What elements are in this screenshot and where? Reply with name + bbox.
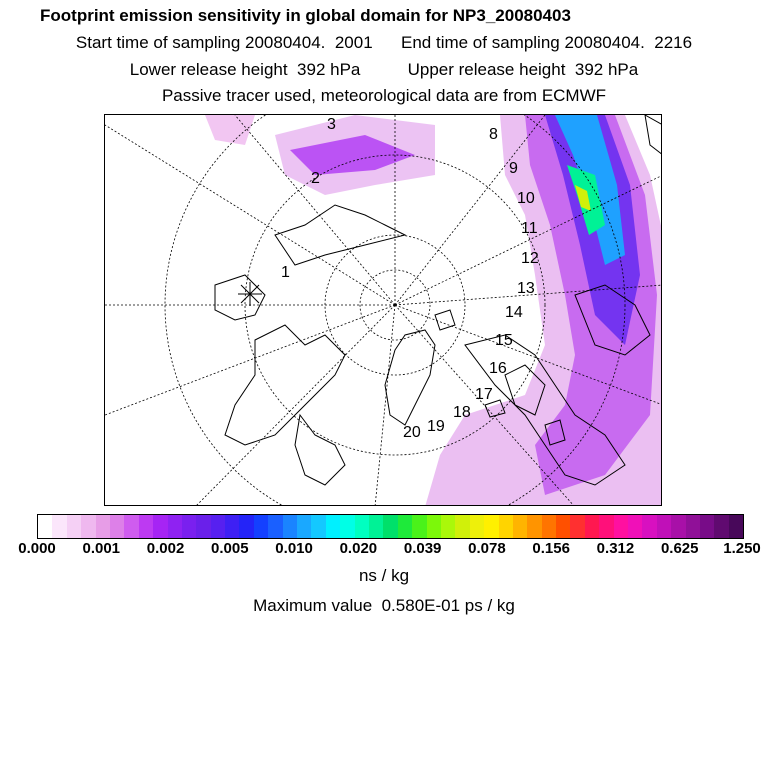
colorbar-swatch — [340, 515, 354, 538]
colorbar-swatch — [283, 515, 297, 538]
colorbar-swatch — [369, 515, 383, 538]
colorbar-swatch — [542, 515, 556, 538]
trajectory-label: 9 — [509, 160, 518, 177]
colorbar-swatch — [398, 515, 412, 538]
trajectory-label: 8 — [489, 126, 498, 143]
colorbar-swatch — [700, 515, 714, 538]
colorbar-tick-label: 0.078 — [468, 540, 506, 557]
colorbar-swatch — [628, 515, 642, 538]
colorbar-swatch — [671, 515, 685, 538]
colorbar-swatch — [355, 515, 369, 538]
colorbar-swatch — [110, 515, 124, 538]
trajectory-label: 11 — [521, 220, 538, 237]
trajectory-label: 12 — [521, 250, 539, 267]
colorbar-swatch — [441, 515, 455, 538]
trajectory-label: 18 — [453, 404, 471, 421]
colorbar-swatch — [268, 515, 282, 538]
coastline-greenland — [385, 330, 435, 425]
colorbar-swatch — [239, 515, 253, 538]
coastline-north-america — [225, 325, 345, 445]
colorbar-swatch — [470, 515, 484, 538]
colorbar-swatch — [52, 515, 66, 538]
colorbar-swatch — [168, 515, 182, 538]
colorbar-swatch — [499, 515, 513, 538]
colorbar-tick-label: 0.010 — [275, 540, 313, 557]
asterisk-star-icon — [238, 282, 262, 306]
release-heights-row — [0, 60, 768, 80]
coastline-siberia — [275, 205, 405, 265]
colorbar-swatch — [686, 515, 700, 538]
colorbar-swatch — [211, 515, 225, 538]
colorbar-swatch — [455, 515, 469, 538]
colorbar-swatch — [297, 515, 311, 538]
tracer-note: Passive tracer used, meteorological data are from ECMWF — [161, 86, 607, 105]
colorbar-tick-label: 0.156 — [532, 540, 570, 557]
colorbar-units: ns / kg — [358, 566, 410, 585]
trajectory-label: 3 — [327, 116, 336, 133]
coastline-hudson — [295, 415, 345, 485]
polar-map — [104, 114, 662, 506]
colorbar-swatch — [513, 515, 527, 538]
colorbar-swatch — [412, 515, 426, 538]
colorbar-tick-label: 0.005 — [211, 540, 249, 557]
end-time-text: End time of sampling 20080404. 2216 — [401, 33, 693, 52]
trajectory-label: 14 — [505, 304, 523, 321]
colorbar-tick-label: 0.625 — [660, 540, 699, 557]
colorbar-swatch — [139, 515, 153, 538]
upper-height-text: Upper release height 392 hPa — [407, 60, 639, 79]
colorbar-swatch — [570, 515, 584, 538]
trajectory-label: 2 — [311, 170, 320, 187]
map-svg — [105, 115, 662, 506]
colorbar-tick-label: 0.020 — [339, 540, 378, 557]
trajectory-label: 15 — [495, 332, 513, 349]
colorbar-swatch — [657, 515, 671, 538]
colorbar-swatch — [254, 515, 268, 538]
colorbar — [37, 514, 744, 539]
colorbar-swatch — [67, 515, 81, 538]
colorbar-swatch — [614, 515, 628, 538]
sensitivity-field — [205, 115, 662, 506]
trajectory-label: 1 — [281, 264, 290, 281]
colorbar-swatch — [729, 515, 743, 538]
lower-height-text: Lower release height 392 hPa — [129, 60, 361, 79]
colorbar-swatch — [427, 515, 441, 538]
colorbar-swatch — [153, 515, 167, 538]
coastline-top-right — [645, 115, 662, 155]
trajectory-label: 10 — [517, 190, 535, 207]
colorbar-swatch — [527, 515, 541, 538]
colorbar-tick-label: 0.000 — [18, 540, 56, 557]
colorbar-tick-label: 0.039 — [403, 540, 442, 557]
page-title: Footprint emission sensitivity in global domain for NP3_20080403 — [40, 6, 571, 25]
colorbar-swatch — [714, 515, 728, 538]
colorbar-swatch — [484, 515, 498, 538]
trajectory-label: 13 — [517, 280, 535, 297]
colorbar-swatch — [81, 515, 95, 538]
colorbar-tick-label: 0.002 — [146, 540, 185, 557]
colorbar-swatch — [311, 515, 325, 538]
colorbar-tick-label: 0.312 — [596, 540, 635, 557]
colorbar-swatch — [38, 515, 52, 538]
trajectory-label: 16 — [489, 360, 507, 377]
colorbar-swatch — [642, 515, 656, 538]
colorbar-swatch — [556, 515, 570, 538]
start-time-text: Start time of sampling 20080404. 2001 — [75, 33, 373, 52]
colorbar-swatch — [96, 515, 110, 538]
colorbar-tick-label: 1.250 — [723, 540, 761, 557]
colorbar-tick-label: 0.001 — [82, 540, 121, 557]
coastline-east-asia — [215, 275, 265, 320]
sampling-times-row — [0, 33, 768, 53]
colorbar-swatch — [326, 515, 340, 538]
trajectory-label: 20 — [403, 424, 421, 441]
colorbar-swatch — [124, 515, 138, 538]
colorbar-swatch — [225, 515, 239, 538]
colorbar-swatch — [383, 515, 397, 538]
maximum-value-text: Maximum value 0.580E-01 ps / kg — [253, 596, 515, 615]
colorbar-swatch — [182, 515, 196, 538]
trajectory-label: 17 — [475, 386, 493, 403]
colorbar-swatch — [585, 515, 599, 538]
coastline-svalbard — [435, 310, 455, 330]
colorbar-swatch — [599, 515, 613, 538]
colorbar-tick-labels — [0, 540, 768, 560]
colorbar-swatch — [196, 515, 210, 538]
trajectory-label: 19 — [427, 418, 445, 435]
